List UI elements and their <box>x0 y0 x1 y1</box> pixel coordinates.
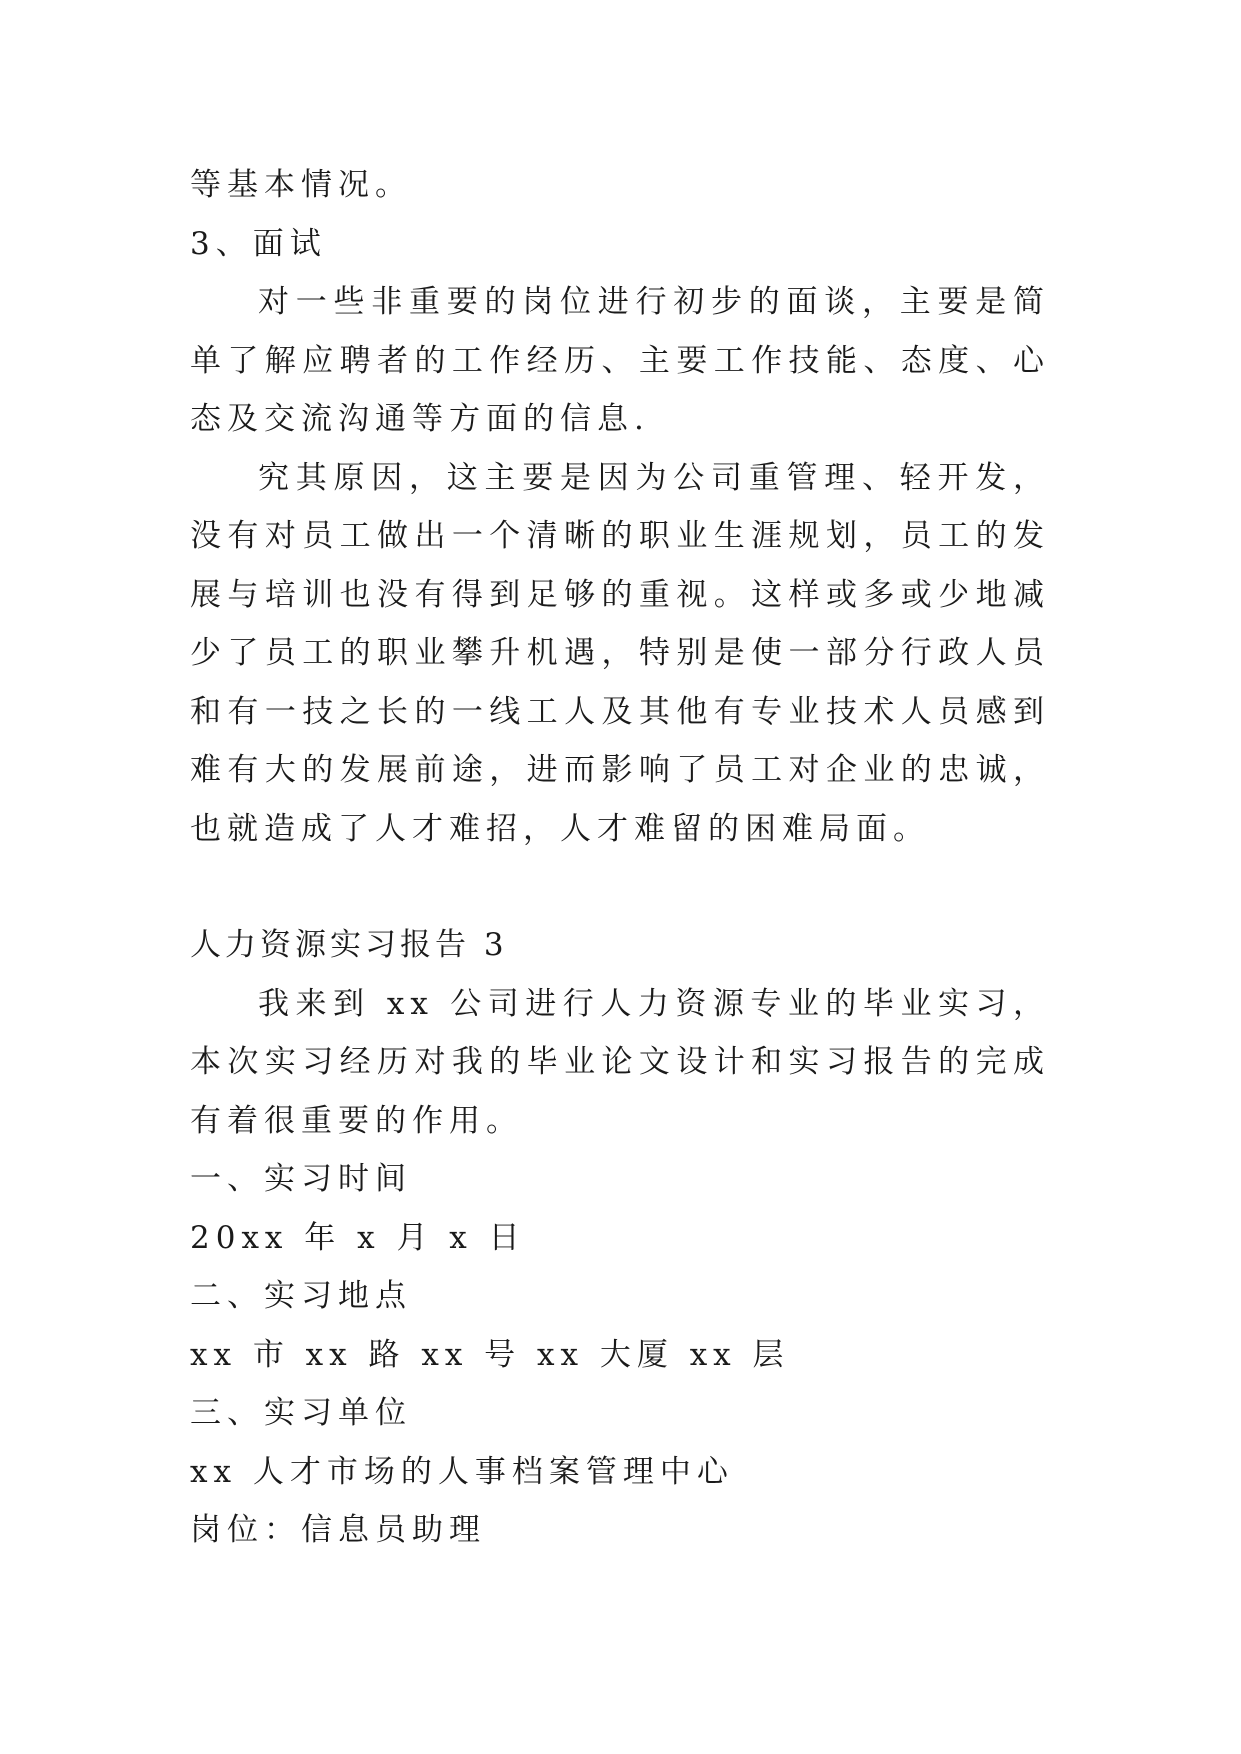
section-1-value: 20xx 年 x 月 x 日 <box>190 1219 526 1256</box>
report-3-intro-paragraph: 我来到 xx 公司进行人力资源专业的毕业实习，本次实习经历对我的毕业论文设计和实习报告的完成有着很重要的作用。 <box>190 985 1050 1139</box>
section-2-value: xx 市 xx 路 xx 号 xx 大厦 xx 层 <box>190 1336 790 1373</box>
document-body <box>190 156 1050 1560</box>
section-1-heading: 一、实习时间 <box>190 1161 412 1197</box>
section-3-value: xx 人才市场的人事档案管理中心 <box>190 1453 734 1490</box>
cause-paragraph: 究其原因，这主要是因为公司重管理、轻开发，没有对员工做出一个清晰的职业生涯规划，员工的发展与培训也没有得到足够的重视。这样或多或少地减少了员工的职业攀升机遇，特别是使一部分行政人员和有一技之长的一线工人及其他有专业技术人员感到难有大的发展前途，进而影响了员工对企业的忠诚，也就造成了人才难招，人才难留的困难局面。 <box>190 459 1050 847</box>
section-3-heading: 三、实习单位 <box>190 1395 412 1431</box>
report-3-title: 人力资源实习报告 3 <box>190 927 508 963</box>
item-3-paragraph: 对一些非重要的岗位进行初步的面谈，主要是简单了解应聘者的工作经历、主要工作技能、态度、心态及交流沟通等方面的信息. <box>190 284 1050 437</box>
section-2-heading: 二、实习地点 <box>190 1278 412 1314</box>
position-line: 岗位：信息员助理 <box>190 1512 486 1548</box>
item-3-heading: 3、面试 <box>190 225 327 262</box>
continuation-text: 等基本情况。 <box>190 167 412 203</box>
